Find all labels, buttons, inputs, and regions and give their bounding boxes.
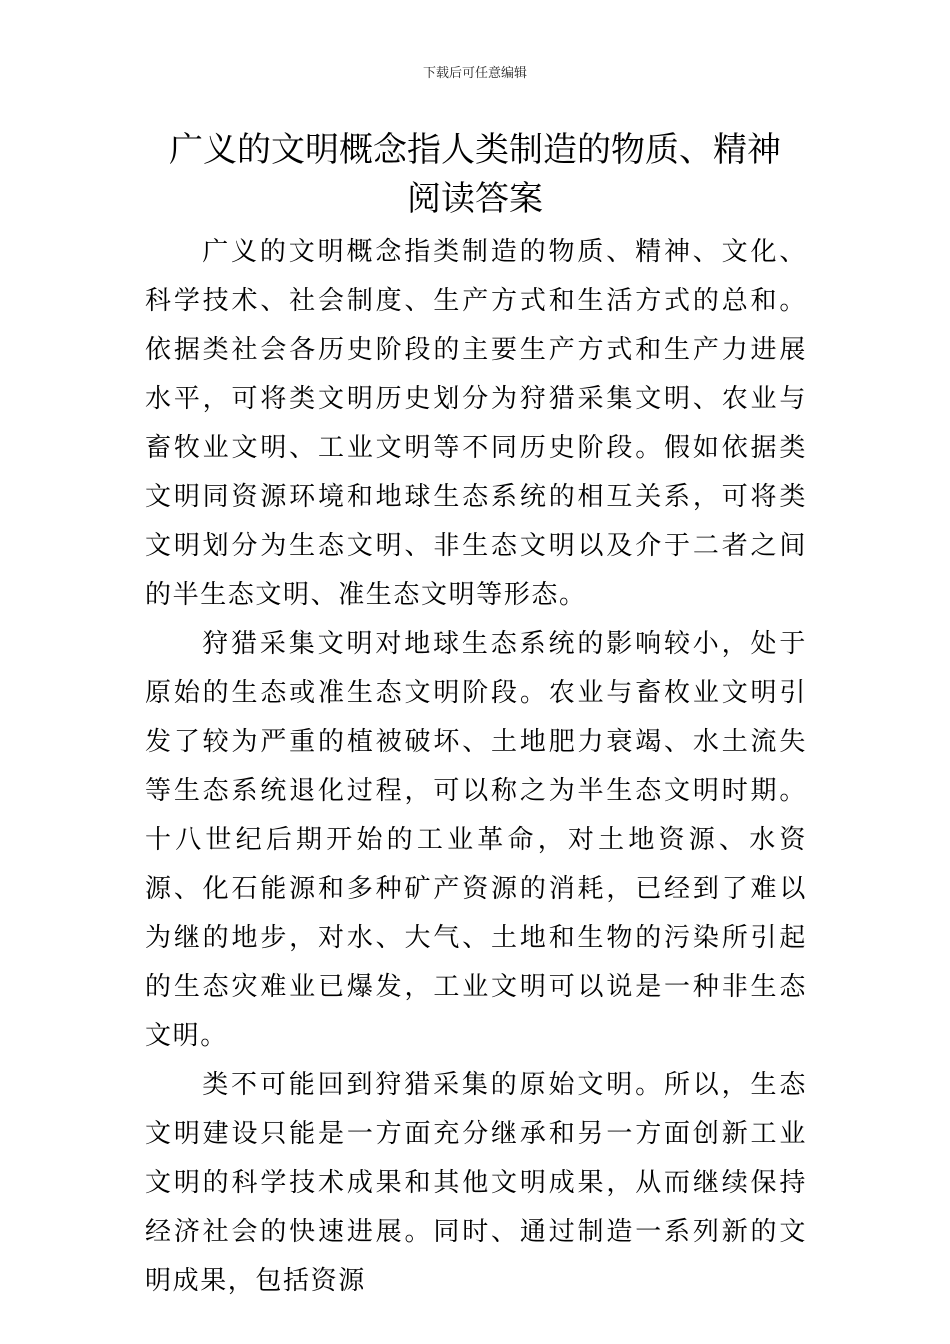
header-note: 下载后可任意编辑 bbox=[422, 66, 527, 81]
title-line-2: 阅读答案 bbox=[407, 179, 543, 219]
page-title bbox=[120, 126, 830, 224]
paragraph-2: 狩猎采集文明对地球生态系统的影响较小，处于原始的生态或准生态文明阶段。农业与畜枚业文明引发了较为严重的植被破坏、土地肥力衰竭、水土流失等生态系统退化过程，可以称之为半生态文明时期。十八世纪后期开始的工业革命，对土地资源、水资源、化石能源和多种矿产资源的消耗，已经到了难以为继的地步，对水、大气、土地和生物的污染所引起的生态灾难业已爆发，工业文明可以说是一种非生态文明。 bbox=[145, 629, 807, 1051]
paragraph-1: 广义的文明概念指类制造的物质、精神、文化、科学技术、社会制度、生产方式和生活方式的总和。依据类社会各历史阶段的主要生产方式和生产力进展水平，可将类文明历史划分为狩猎采集文明、农业与畜牧业文明、工业文明等不同历史阶段。假如依据类文明同资源环境和地球生态系统的相互关系，可将类文明划分为生态文明、非生态文明以及介于二者之间的半生态文明、准生态文明等形态。 bbox=[145, 237, 807, 610]
article-body bbox=[145, 228, 807, 1306]
title-line-1: 广义的文明概念指人类制造的物质、精神 bbox=[169, 130, 781, 170]
paragraph-3: 类不可能回到狩猎采集的原始文明。所以，生态文明建设只能是一方面充分继承和另一方面创新工业文明的科学技术成果和其他文明成果，从而继续保持经济社会的快速进展。同时、通过制造一系列新的文明成果，包括资源 bbox=[145, 1070, 807, 1296]
